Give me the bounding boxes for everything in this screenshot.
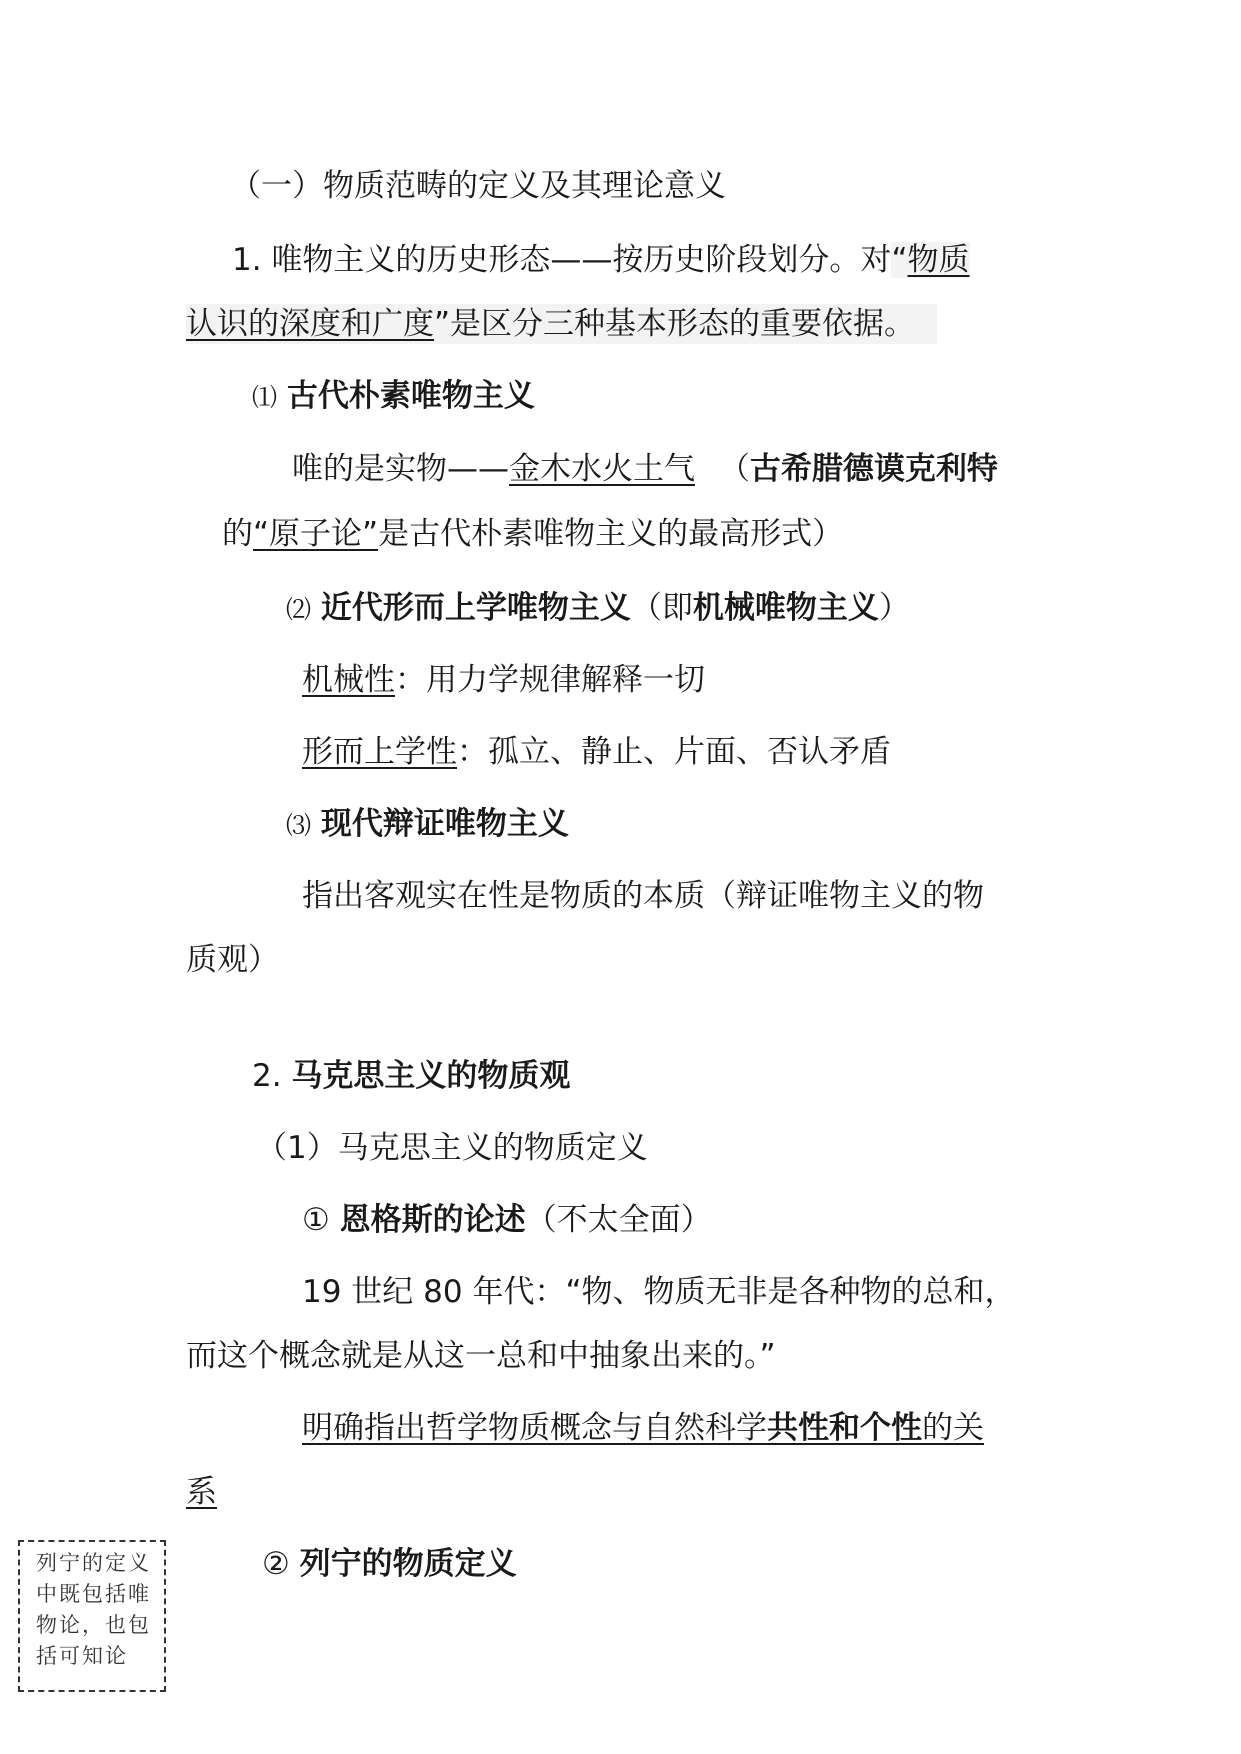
subsection-heading: （1）马克思主义的物质定义 [256,1130,648,1166]
ancient-line-1: 唯的是实物——金木水火土气 （古希腊德谟克利特 [292,451,998,487]
mechanical-line: 机械性：用力学规律解释一切 [302,662,705,698]
dialectical-line-1: 指出客观实在性是物质的本质（辩证唯物主义的物 [302,878,984,914]
item-engels: ① 恩格斯的论述（不太全面） [302,1202,712,1238]
paragraph-1-line-1: 1. 唯物主义的历史形态——按历史阶段划分。对“物质 [232,242,970,278]
dialectical-line-2: 质观） [186,942,279,978]
metaphysical-line: 形而上学性：孤立、静止、片面、否认矛盾 [302,734,891,770]
paragraph-1-line-2: 认识的深度和广度”是区分三种基本形态的重要依据。 [186,304,937,344]
engels-quote-line-2: 而这个概念就是从这一总和中抽象出来的。” [186,1338,776,1374]
section-2-heading: 2. 马克思主义的物质观 [252,1058,571,1094]
engels-summary-line-2: 系 [186,1474,217,1510]
item-lenin: ② 列宁的物质定义 [262,1546,517,1582]
engels-summary-line-1: 明确指出哲学物质概念与自然科学共性和个性的关 [302,1410,984,1446]
underlined-term: 物质 [907,242,970,278]
engels-quote-line-1: 19 世纪 80 年代：“物、物质无非是各种物的总和， [302,1274,1016,1310]
item-dialectical-materialism: ⑶ 现代辩证唯物主义 [286,806,569,842]
ancient-line-2: 的“原子论”是古代朴素唯物主义的最高形式） [222,516,844,552]
underlined-term: 认识的深度和广度 [186,306,434,342]
item-ancient-materialism: ⑴ 古代朴素唯物主义 [252,378,535,414]
item-modern-metaphysical-materialism: ⑵ 近代形而上学唯物主义（即机械唯物主义） [286,590,910,626]
section-heading: （一）物质范畴的定义及其理论意义 [230,168,726,204]
side-note-box: 列宁的定义中既包括唯物论，也包括可知论 [18,1540,166,1692]
